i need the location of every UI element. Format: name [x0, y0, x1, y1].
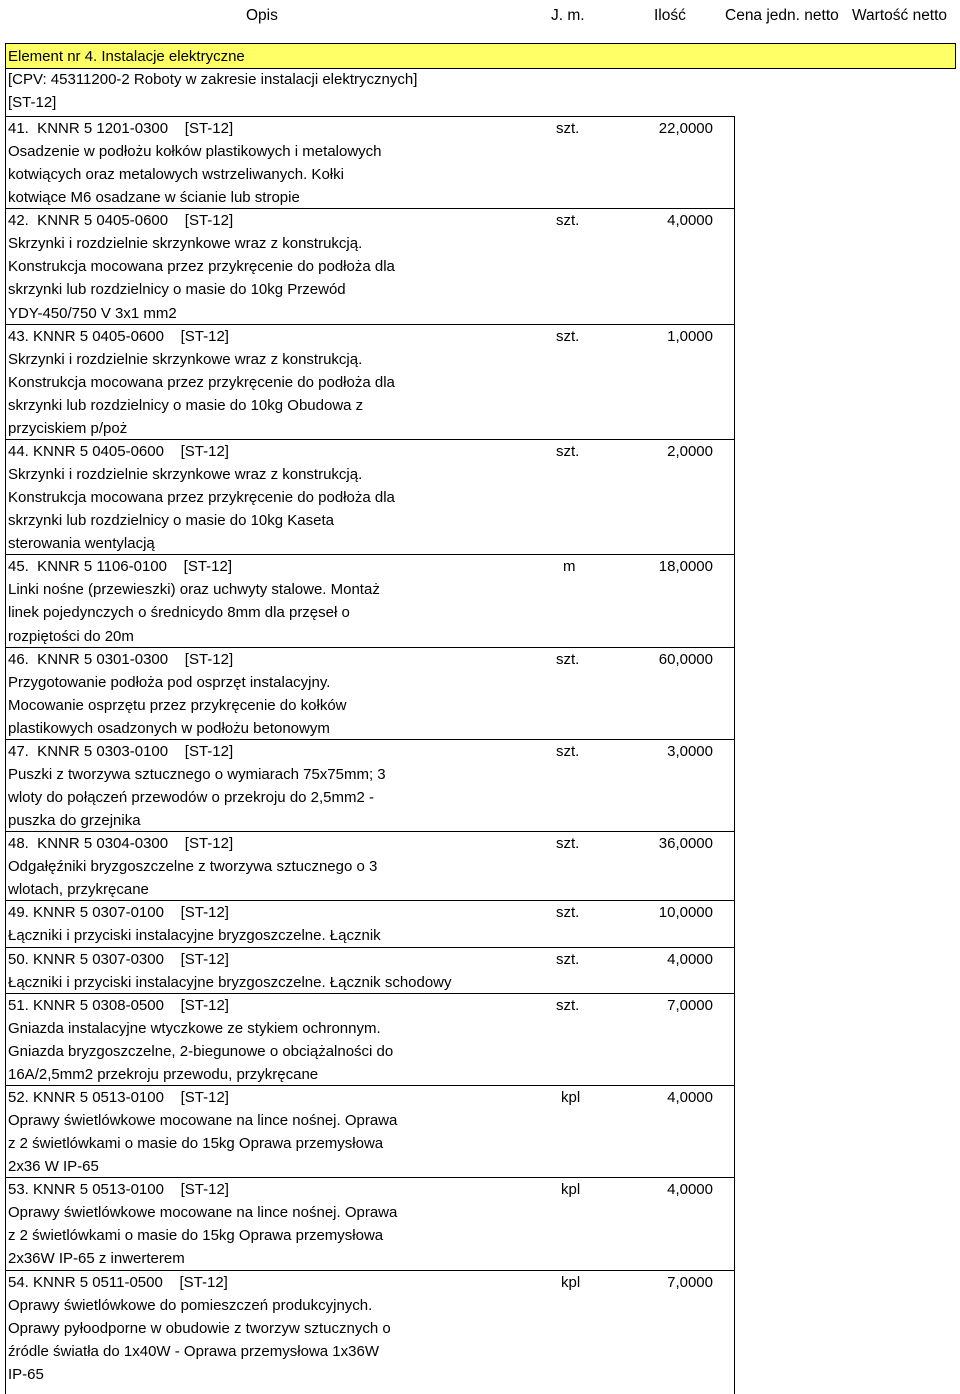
item-unit: szt.	[556, 904, 580, 922]
item-description-line: IP-65	[8, 1365, 44, 1383]
item-description-line: Skrzynki i rozdzielnie skrzynkowe wraz z konstrukcją.	[8, 466, 363, 484]
row-separator	[5, 554, 734, 555]
column-divider	[734, 116, 735, 1394]
item-description-line: z 2 świetlówkami o masie do 15kg Oprawa przemysłowa	[8, 1227, 384, 1245]
row-separator	[5, 439, 734, 440]
item-description-line: Oprawy pyłoodporne w obudowie z tworzyw sztucznych o	[8, 1319, 391, 1337]
item-description-line: linek pojedynczych o średnicydo 8mm dla przęseł o	[8, 604, 350, 622]
item-quantity: 1,0000	[667, 327, 713, 345]
item-unit: szt.	[556, 650, 580, 668]
item-description-line: Osadzenie w podłożu kołków plastikowych i metalowych	[8, 143, 382, 161]
item-description-line: Konstrukcja mocowana przez przykręcenie do podłoża dla	[8, 258, 395, 276]
item-description-line: z 2 świetlówkami o masie do 15kg Oprawa przemysłowa	[8, 1135, 384, 1153]
item-description-line: wlotach, przykręcane	[8, 881, 149, 899]
item-quantity: 7,0000	[667, 1273, 713, 1291]
item-description-line: Łączniki i przyciski instalacyjne bryzgoszczelne. Łącznik schodowy	[8, 973, 452, 991]
item-quantity: 10,0000	[658, 904, 713, 922]
item-description-line: Skrzynki i rozdzielnie skrzynkowe wraz z konstrukcją.	[8, 350, 363, 368]
item-quantity: 2,0000	[667, 442, 713, 460]
header-unit-price: Cena jedn. netto	[725, 7, 839, 24]
item-code: 50. KNNR 5 0307-0300 [ST-12]	[8, 950, 229, 968]
item-unit: m	[563, 558, 576, 576]
item-description-line: Linki nośne (przewieszki) oraz uchwyty stalowe. Montaż	[8, 581, 380, 599]
item-description-line: kotwiące M6 osadzane w ścianie lub stropie	[8, 189, 300, 207]
banner-border	[5, 68, 956, 69]
item-code: 46. KNNR 5 0301-0300 [ST-12]	[8, 650, 234, 668]
item-description-line: Przygotowanie podłoża pod osprzęt instalacyjny.	[8, 673, 331, 691]
item-description-line: skrzynki lub rozdzielnicy o masie do 10kg Kaseta	[8, 512, 334, 530]
item-description-line: Gniazda bryzgoszczelne, 2-biegunowe o obciążalności do	[8, 1042, 394, 1060]
item-description-line: Oprawy świetlówkowe do pomieszczeń produkcyjnych.	[8, 1296, 373, 1314]
item-description-line: Konstrukcja mocowana przez przykręcenie do podłoża dla	[8, 489, 395, 507]
item-code: 47. KNNR 5 0303-0100 [ST-12]	[8, 742, 234, 760]
left-border	[5, 43, 6, 1394]
item-description-line: źródle światła do 1x40W - Oprawa przemysłowa 1x36W	[8, 1342, 379, 1360]
row-separator	[5, 324, 734, 325]
item-description-line: 2x36W IP-65 z inwerterem	[8, 1250, 185, 1268]
row-separator	[5, 1270, 734, 1271]
item-description-line: Oprawy świetlówkowe mocowane na lince nośnej. Oprawa	[8, 1112, 398, 1129]
item-description-line: kotwiących oraz metalowych wstrzeliwanych. Kołki	[8, 166, 344, 184]
item-description-line: 2x36 W IP-65	[8, 1158, 99, 1176]
item-code: 49. KNNR 5 0307-0100 [ST-12]	[8, 904, 229, 922]
item-code: 42. KNNR 5 0405-0600 [ST-12]	[8, 212, 234, 230]
item-description-line: skrzynki lub rozdzielnicy o masie do 10kg Obudowa z	[8, 396, 364, 414]
item-description-line: 16A/2,5mm2 przekroju przewodu, przykręcane	[8, 1065, 319, 1083]
item-description-line: Odgałęźniki bryzgoszczelne z tworzywa sztucznego o 3	[8, 858, 378, 876]
item-description-line: przyciskiem p/poż	[8, 419, 128, 437]
item-description-line: plastikowych osadzonych w podłożu betonowym	[8, 719, 330, 737]
item-unit: szt.	[556, 742, 580, 760]
top-border	[5, 43, 956, 44]
item-code: 52. KNNR 5 0513-0100 [ST-12]	[8, 1088, 229, 1106]
header-unit: J. m.	[551, 7, 585, 24]
row-separator	[5, 1085, 734, 1086]
row-separator	[5, 831, 734, 832]
item-description-line: Konstrukcja mocowana przez przykręcenie do podłoża dla	[8, 373, 395, 391]
item-quantity: 7,0000	[667, 996, 713, 1014]
item-code: 43. KNNR 5 0405-0600 [ST-12]	[8, 327, 229, 345]
item-description-line: skrzynki lub rozdzielnicy o masie do 10kg Przewód	[8, 281, 346, 299]
item-description-line: puszka do grzejnika	[8, 812, 141, 830]
element-title: Element nr 4. Instalacje elektryczne	[8, 48, 245, 65]
item-description-line: Skrzynki i rozdzielnie skrzynkowe wraz z konstrukcją.	[8, 235, 363, 253]
element-spec: [ST-12]	[8, 94, 57, 111]
item-code: 45. KNNR 5 1106-0100 [ST-12]	[8, 558, 233, 576]
row-separator	[5, 208, 734, 209]
item-code: 48. KNNR 5 0304-0300 [ST-12]	[8, 835, 234, 853]
item-quantity: 4,0000	[667, 1088, 713, 1106]
row-separator	[5, 647, 734, 648]
item-unit: szt.	[556, 835, 580, 853]
item-unit: szt.	[556, 327, 580, 345]
header-quantity: Ilość	[654, 7, 686, 24]
item-unit: szt.	[556, 950, 580, 968]
item-code: 44. KNNR 5 0405-0600 [ST-12]	[8, 442, 229, 460]
item-quantity: 18,0000	[658, 558, 713, 576]
item-description-line: Puszki z tworzywa sztucznego o wymiarach 75x75mm; 3	[8, 765, 386, 783]
item-description-line: Oprawy świetlówkowe mocowane na lince nośnej. Oprawa	[8, 1204, 398, 1222]
item-unit: szt.	[556, 212, 580, 230]
item-description-line: wloty do połączeń przewodów o przekroju do 2,5mm2 -	[8, 789, 375, 807]
table-header	[0, 0, 960, 33]
row-separator	[5, 900, 734, 901]
item-quantity: 4,0000	[667, 950, 713, 968]
item-quantity: 3,0000	[667, 742, 713, 760]
item-description-line: YDY-450/750 V 3x1 mm2	[8, 304, 177, 322]
row-separator	[5, 947, 734, 948]
item-description-line: Gniazda instalacyjne wtyczkowe ze stykiem ochronnym.	[8, 1019, 381, 1037]
item-unit: szt.	[556, 120, 580, 137]
item-quantity: 60,0000	[658, 650, 713, 668]
header-value: Wartość netto	[852, 7, 948, 24]
item-description-line: Łączniki i przyciski instalacyjne bryzgoszczelne. Łącznik	[8, 927, 381, 945]
item-unit: szt.	[556, 442, 580, 460]
item-description-line: sterowania wentylacją	[8, 535, 155, 553]
item-quantity: 22,0000	[658, 120, 713, 137]
item-quantity: 4,0000	[667, 1181, 713, 1199]
item-code: 51. KNNR 5 0308-0500 [ST-12]	[8, 996, 229, 1014]
item-code: 53. KNNR 5 0513-0100 [ST-12]	[8, 1181, 229, 1199]
item-quantity: 36,0000	[658, 835, 713, 853]
row-separator	[5, 116, 734, 117]
item-description-line: Mocowanie osprzętu przez przykręcenie do kołków	[8, 696, 347, 714]
row-separator	[5, 1177, 734, 1178]
row-separator	[5, 993, 734, 994]
item-code: 41. KNNR 5 1201-0300 [ST-12]	[8, 120, 234, 137]
item-unit: szt.	[556, 996, 580, 1014]
item-unit: kpl	[561, 1088, 581, 1106]
header-description: Opis	[246, 7, 278, 24]
row-separator	[5, 739, 734, 740]
item-unit: kpl	[561, 1181, 581, 1199]
right-border	[955, 43, 956, 69]
element-cpv: [CPV: 45311200-2 Roboty w zakresie instalacji elektrycznych]	[8, 71, 418, 88]
item-code: 54. KNNR 5 0511-0500 [ST-12]	[8, 1273, 228, 1291]
item-unit: kpl	[561, 1273, 581, 1291]
item-quantity: 4,0000	[667, 212, 713, 230]
item-description-line: rozpiętości do 20m	[8, 627, 134, 645]
